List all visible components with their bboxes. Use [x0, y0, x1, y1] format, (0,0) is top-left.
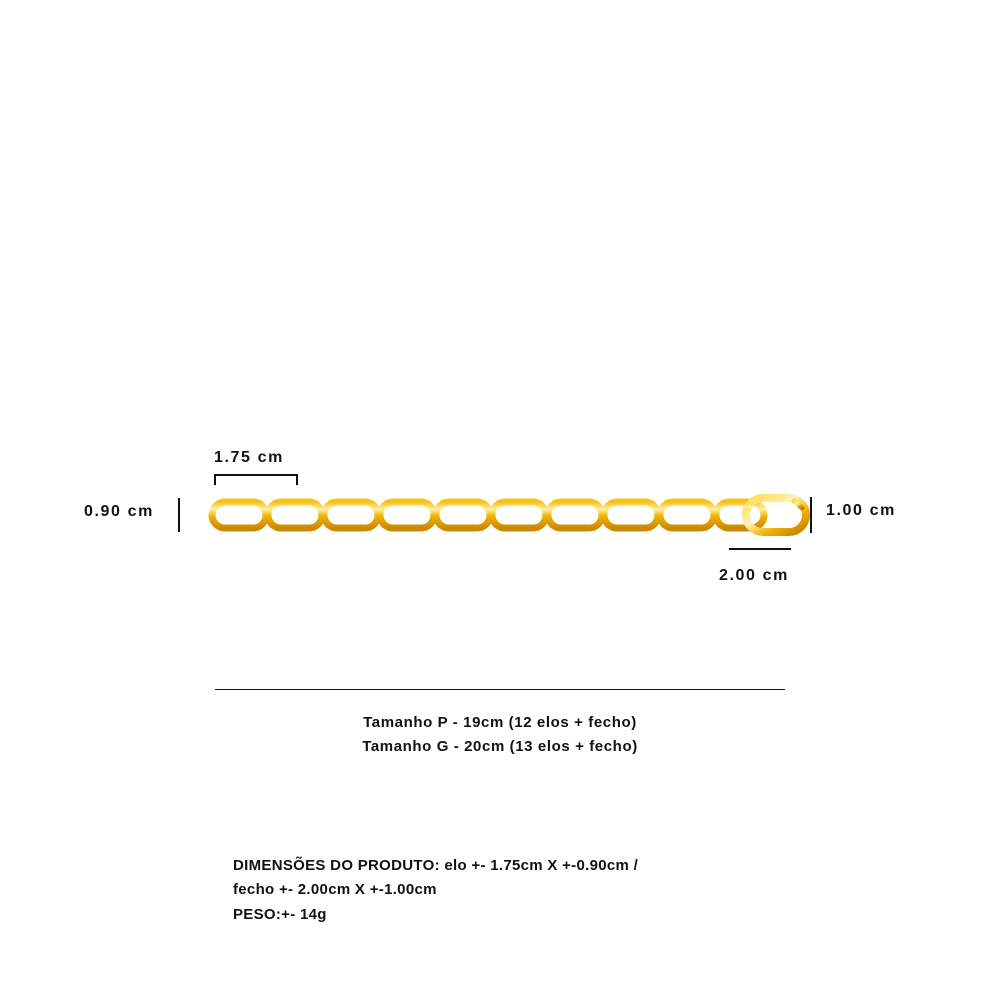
dimension-label-link-height: 0.90 cm: [84, 503, 154, 520]
product-weight-line: PESO:+- 14g: [233, 906, 327, 923]
size-option-p: Tamanho P - 19cm (12 elos + fecho): [363, 714, 637, 731]
dimension-label-link-width: 1.75 cm: [214, 449, 284, 466]
dimension-label-clasp-width: 2.00 cm: [719, 567, 789, 584]
dimension-tick-link-height-line: [178, 498, 180, 532]
size-option-g: Tamanho G - 20cm (13 elos + fecho): [362, 738, 638, 755]
section-divider: [215, 689, 785, 690]
dimension-label-clasp-height: 1.00 cm: [826, 502, 896, 519]
product-specs-line-1: DIMENSÕES DO PRODUTO: elo +- 1.75cm X +-0.90cm /: [233, 857, 639, 874]
gold-chain-link-bracelet-icon: [190, 470, 820, 560]
product-specs-line-2: fecho +- 2.00cm X +-1.00cm: [233, 881, 437, 898]
